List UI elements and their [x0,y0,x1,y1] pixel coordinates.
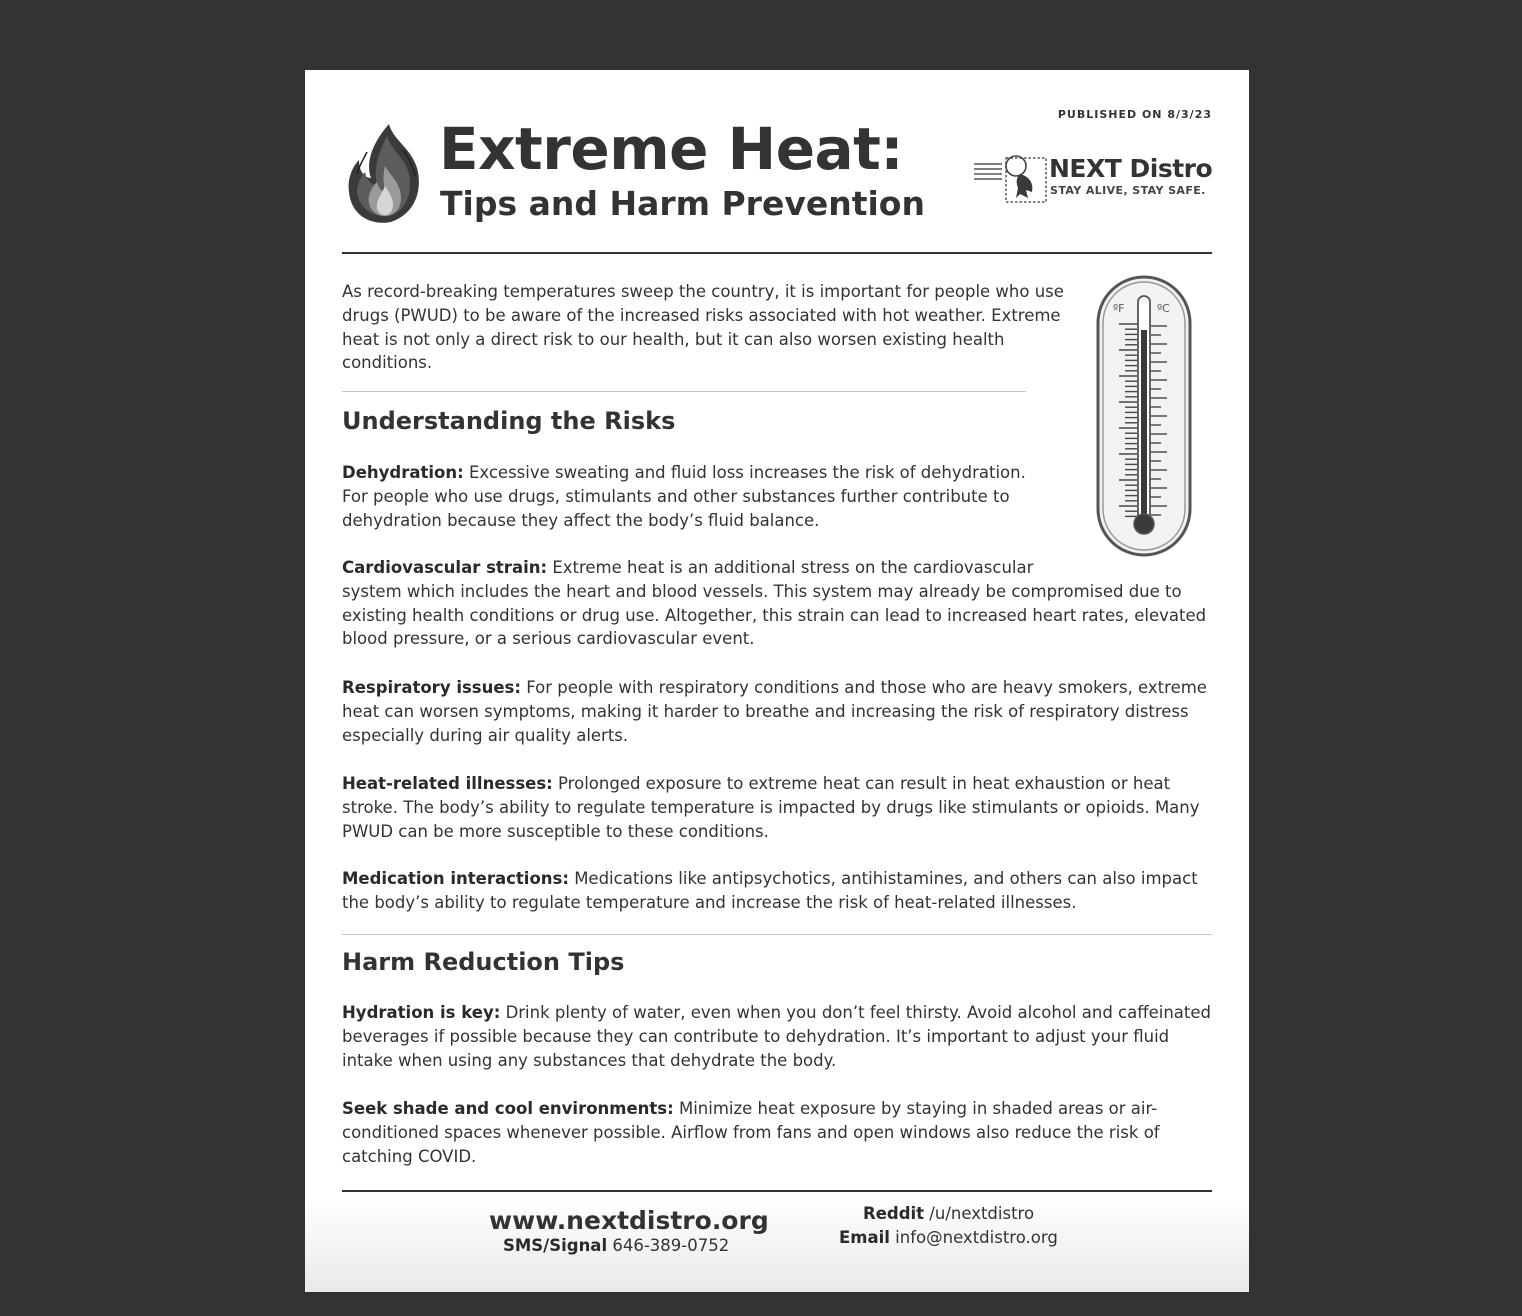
tip-shade-text: Minimize heat exposure by staying in shaded areas or air-conditioned spaces whenever possible. Airflow from fans and open windows also reduce the risk of catching COVID. [342,1099,1160,1166]
flame-icon [345,122,423,224]
risk-dehydration-line2: For people who use drugs, stimulants and other substances further contribute to [342,486,1010,506]
logo-tagline: STAY ALIVE, STAY SAFE. [1050,184,1206,197]
website-link[interactable]: www.nextdistro.org [489,1206,769,1235]
reddit-contact [863,1204,1034,1223]
tip-shade [342,1097,1218,1168]
risk-dehydration-label: Dehydration: [342,463,464,482]
risk-respiratory [342,676,1218,747]
risk-medication-text: Medications like antipsychotics, antihistamines, and others can also impact the body’s ability to regulate temperature and increase the risk of heat-related illnesses. [342,869,1198,912]
tip-hydration-text: Drink plenty of water, even when you don’t feel thirsty. Avoid alcohol and caffeinated beverages if possible because they can contribute to dehydration. It’s important to adjust your fluid intake when using any substances that dehydrate the body. [342,1003,1211,1070]
sms-number[interactable]: 646-389-0752 [607,1236,730,1255]
tip-hydration-label: Hydration is key: [342,1003,501,1022]
published-date: PUBLISHED ON 8/3/23 [1057,108,1212,121]
email-contact [839,1228,1058,1247]
tips-heading: Harm Reduction Tips [342,948,625,976]
risk-cardiovascular-text: system which includes the heart and blood vessels. This system may already be compromised due to existing health conditions or drug use. Altogether, this strain can lead to increased heart rates, elevated blood pressure, or a serious cardiovascular event. [342,581,1207,649]
intro-paragraph: As record-breaking temperatures sweep the country, it is important for people who use drugs (PWUD) to be aware of the increased risks associated with hot weather. Extreme heat is not only a direct risk to our health, but it can also worsen existing health conditions. [342,282,1064,373]
risk-heat-illness-label: Heat-related illnesses: [342,774,553,793]
risk-cardiovascular [342,556,1218,651]
sms-contact [503,1236,729,1255]
section-divider [342,934,1212,935]
risk-cardiovascular-label: Cardiovascular strain: [342,558,548,577]
risk-medication-label: Medication interactions: [342,869,569,888]
risk-dehydration [342,461,1042,532]
risk-dehydration-line1: Excessive sweating and fluid loss increases the risk of dehydration. [463,463,1026,482]
reddit-label: Reddit [863,1204,925,1223]
tip-shade-label: Seek shade and cool environments: [342,1099,674,1118]
intro-divider [342,391,1026,392]
stamp-icon [972,152,1050,206]
email-label: Email [839,1228,890,1247]
risk-cardiovascular-line1: Extreme heat is an additional stress on the cardiovascular [547,558,1034,577]
celsius-label: ºC [1157,302,1170,315]
reddit-handle[interactable]: /u/nextdistro [924,1204,1035,1223]
document-page [305,70,1249,1292]
page-subtitle: Tips and Harm Prevention [440,184,925,223]
sms-label: SMS/Signal [503,1236,608,1255]
risk-medication [342,867,1218,915]
risk-heat-illness [342,772,1218,843]
thermometer-icon [1093,274,1195,558]
email-address[interactable]: info@nextdistro.org [889,1228,1058,1247]
logo-name: NEXT Distro [1049,154,1213,183]
footer-divider [342,1190,1212,1192]
risk-heat-illness-text: Prolonged exposure to extreme heat can result in heat exhaustion or heat stroke. The body’s ability to regulate temperature is impacted by drugs like stimulants or opioids. Many PWUD can be more susceptible to these conditions. [342,774,1200,841]
next-distro-logo [972,152,1212,206]
risks-heading: Understanding the Risks [342,407,676,435]
page-title: Extreme Heat: [439,115,904,183]
header-divider [342,252,1212,254]
risk-dehydration-line3: dehydration because they affect the body’s fluid balance. [342,510,820,530]
risk-respiratory-text: For people with respiratory conditions and those who are heavy smokers, extreme heat can worsen symptoms, making it harder to breathe and increasing the risk of respiratory distress especially during air quality alerts. [342,678,1207,745]
fahrenheit-label: ºF [1113,302,1125,315]
risk-respiratory-label: Respiratory issues: [342,678,521,697]
tip-hydration [342,1001,1218,1072]
